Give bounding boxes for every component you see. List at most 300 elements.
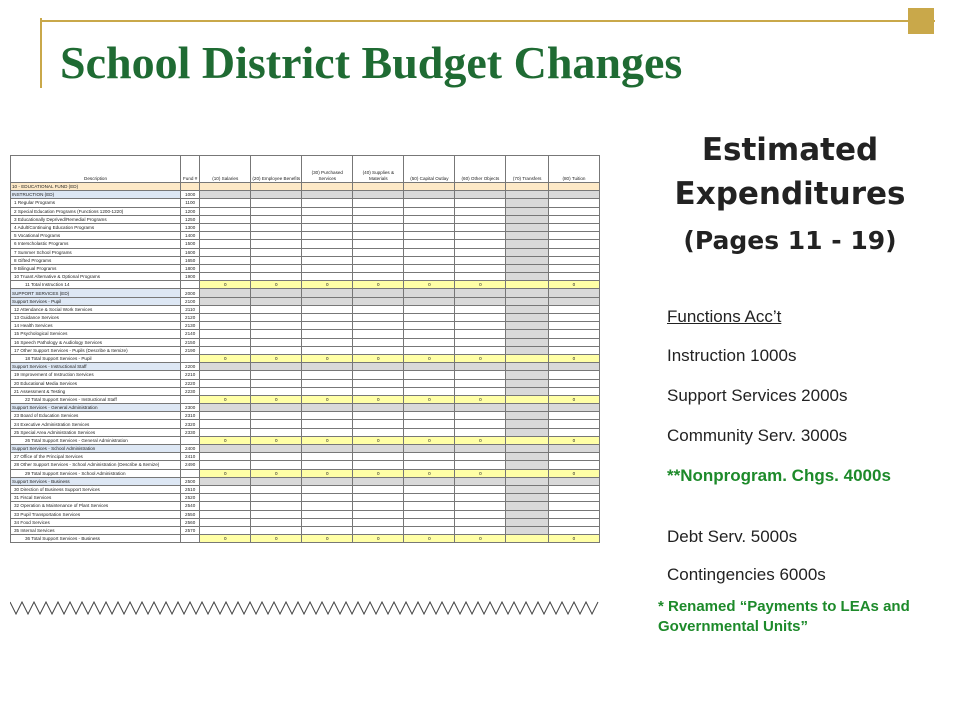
row-description: 34 Food Services xyxy=(11,518,181,526)
value-cell xyxy=(404,330,455,338)
value-cell: 0 xyxy=(455,395,506,403)
value-cell xyxy=(506,223,549,231)
value-cell xyxy=(506,297,549,305)
row-description: 31 Fiscal Services xyxy=(11,494,181,502)
value-cell xyxy=(455,183,506,191)
value-cell: 0 xyxy=(302,535,353,543)
row-description: 24 Executive Administration Services xyxy=(11,420,181,428)
value-cell xyxy=(455,420,506,428)
value-cell xyxy=(506,510,549,518)
value-cell xyxy=(353,477,404,485)
value-cell xyxy=(200,420,251,428)
row-description: 18 Total Support Services - Pupil xyxy=(11,354,181,362)
estimated-expenditures-heading xyxy=(645,128,935,216)
value-cell xyxy=(251,273,302,281)
value-cell xyxy=(404,346,455,354)
row-description: 26 Total Support Services - General Administration xyxy=(11,436,181,444)
value-cell xyxy=(548,297,599,305)
value-cell xyxy=(353,346,404,354)
value-cell xyxy=(353,379,404,387)
value-cell xyxy=(404,338,455,346)
value-cell xyxy=(506,240,549,248)
value-cell xyxy=(353,240,404,248)
row-fund-code: 1600 xyxy=(181,248,200,256)
value-cell: 0 xyxy=(200,469,251,477)
row-description: 15 Psychological Services xyxy=(11,330,181,338)
value-cell xyxy=(506,428,549,436)
value-cell xyxy=(251,445,302,453)
value-cell xyxy=(506,395,549,403)
value-cell xyxy=(353,305,404,313)
value-cell xyxy=(506,477,549,485)
value-cell xyxy=(455,502,506,510)
value-cell xyxy=(548,232,599,240)
value-cell xyxy=(353,526,404,534)
value-cell xyxy=(251,223,302,231)
row-fund-code xyxy=(181,281,200,289)
budget-spreadsheet-image xyxy=(10,155,610,610)
value-cell: 0 xyxy=(353,436,404,444)
value-cell xyxy=(302,346,353,354)
value-cell xyxy=(251,264,302,272)
row-fund-code: 1000 xyxy=(181,191,200,199)
value-cell xyxy=(404,223,455,231)
value-cell xyxy=(251,379,302,387)
value-cell xyxy=(506,248,549,256)
row-description: 2 Special Education Programs (Functions 1200-1220) xyxy=(11,207,181,215)
value-cell xyxy=(506,273,549,281)
value-cell xyxy=(548,314,599,322)
row-description: 36 Total Support Services - Business xyxy=(11,535,181,543)
row-description: 17 Other Support Services - Pupils (Describe & Itemize) xyxy=(11,346,181,354)
value-cell xyxy=(200,445,251,453)
value-cell xyxy=(548,412,599,420)
row-description: 19 Improvement of Instruction Services xyxy=(11,371,181,379)
row-description: 7 Summer School Programs xyxy=(11,248,181,256)
value-cell xyxy=(302,322,353,330)
value-cell: 0 xyxy=(200,395,251,403)
row-description: 12 Attendance & Social Work Services xyxy=(11,305,181,313)
value-cell xyxy=(455,305,506,313)
function-contingencies: Contingencies 6000s xyxy=(667,565,826,584)
value-cell xyxy=(455,232,506,240)
row-fund-code: 2500 xyxy=(181,477,200,485)
functions-header: Functions Acc’t xyxy=(667,307,782,326)
value-cell: 0 xyxy=(353,281,404,289)
value-cell xyxy=(506,420,549,428)
value-cell xyxy=(353,256,404,264)
value-cell xyxy=(353,215,404,223)
table-row xyxy=(11,273,600,281)
value-cell xyxy=(455,428,506,436)
row-fund-code: 2110 xyxy=(181,305,200,313)
table-row xyxy=(11,387,600,395)
value-cell xyxy=(548,322,599,330)
value-cell: 0 xyxy=(353,395,404,403)
value-cell xyxy=(404,199,455,207)
value-cell xyxy=(302,297,353,305)
value-cell xyxy=(251,215,302,223)
value-cell: 0 xyxy=(548,354,599,362)
value-cell xyxy=(548,404,599,412)
value-cell xyxy=(548,305,599,313)
value-cell xyxy=(506,264,549,272)
title-accent-vertical-line xyxy=(40,18,42,88)
section-row xyxy=(11,404,600,412)
value-cell xyxy=(548,256,599,264)
value-cell xyxy=(506,232,549,240)
value-cell xyxy=(506,535,549,543)
value-cell xyxy=(200,526,251,534)
value-cell xyxy=(404,305,455,313)
value-cell xyxy=(251,461,302,469)
value-cell xyxy=(251,191,302,199)
value-cell xyxy=(200,518,251,526)
table-row xyxy=(11,199,600,207)
value-cell xyxy=(506,330,549,338)
value-cell xyxy=(404,289,455,297)
table-row xyxy=(11,412,600,420)
value-cell xyxy=(302,338,353,346)
value-cell xyxy=(302,248,353,256)
value-cell xyxy=(251,494,302,502)
column-header: (50) Capital Outlay xyxy=(404,156,455,183)
row-description: 27 Office of the Principal Services xyxy=(11,453,181,461)
value-cell xyxy=(455,379,506,387)
table-row xyxy=(11,322,600,330)
value-cell xyxy=(404,412,455,420)
value-cell xyxy=(506,191,549,199)
value-cell xyxy=(251,256,302,264)
row-fund-code: 2200 xyxy=(181,363,200,371)
value-cell xyxy=(404,494,455,502)
value-cell xyxy=(302,264,353,272)
value-cell xyxy=(353,420,404,428)
table-row xyxy=(11,223,600,231)
table-row xyxy=(11,346,600,354)
row-description: 9 Bilingual Programs xyxy=(11,264,181,272)
value-cell xyxy=(455,346,506,354)
value-cell xyxy=(548,518,599,526)
table-row xyxy=(11,485,600,493)
value-cell xyxy=(455,510,506,518)
row-description: Support Services - Instructional Staff xyxy=(11,363,181,371)
value-cell xyxy=(404,264,455,272)
row-description: 10 - EDUCATIONAL FUND (ED) xyxy=(11,183,181,191)
value-cell: 0 xyxy=(251,354,302,362)
value-cell xyxy=(353,223,404,231)
value-cell xyxy=(302,461,353,469)
value-cell xyxy=(548,453,599,461)
section-row xyxy=(11,191,600,199)
value-cell xyxy=(548,191,599,199)
slide-title: School District Budget Changes xyxy=(60,37,683,88)
value-cell xyxy=(200,404,251,412)
column-header: Description xyxy=(11,156,181,183)
value-cell xyxy=(506,289,549,297)
value-cell xyxy=(548,420,599,428)
value-cell xyxy=(404,273,455,281)
value-cell: 0 xyxy=(404,436,455,444)
value-cell xyxy=(251,485,302,493)
value-cell xyxy=(200,363,251,371)
row-fund-code: 2130 xyxy=(181,322,200,330)
value-cell xyxy=(404,314,455,322)
value-cell xyxy=(404,526,455,534)
value-cell xyxy=(200,273,251,281)
value-cell xyxy=(506,518,549,526)
value-cell xyxy=(455,215,506,223)
value-cell: 0 xyxy=(302,436,353,444)
value-cell xyxy=(251,330,302,338)
value-cell xyxy=(548,183,599,191)
value-cell xyxy=(353,494,404,502)
value-cell xyxy=(548,223,599,231)
value-cell xyxy=(353,510,404,518)
value-cell xyxy=(200,379,251,387)
function-instruction: Instruction 1000s xyxy=(667,346,797,365)
value-cell xyxy=(404,256,455,264)
value-cell xyxy=(251,207,302,215)
value-cell xyxy=(404,297,455,305)
value-cell xyxy=(455,223,506,231)
value-cell xyxy=(506,526,549,534)
value-cell xyxy=(200,461,251,469)
row-description: 35 Internal Services xyxy=(11,526,181,534)
row-fund-code: 2190 xyxy=(181,346,200,354)
row-description: 25 Special Area Administration Services xyxy=(11,428,181,436)
value-cell xyxy=(251,371,302,379)
value-cell xyxy=(404,404,455,412)
value-cell: 0 xyxy=(302,281,353,289)
row-fund-code: 2400 xyxy=(181,445,200,453)
value-cell xyxy=(302,215,353,223)
total-row xyxy=(11,281,600,289)
value-cell xyxy=(353,264,404,272)
section-row xyxy=(11,363,600,371)
value-cell xyxy=(548,510,599,518)
value-cell xyxy=(353,445,404,453)
value-cell xyxy=(200,502,251,510)
value-cell xyxy=(548,264,599,272)
value-cell: 0 xyxy=(353,469,404,477)
value-cell xyxy=(548,379,599,387)
value-cell xyxy=(404,510,455,518)
value-cell xyxy=(548,199,599,207)
row-fund-code: 2570 xyxy=(181,526,200,534)
title-accent-square xyxy=(908,8,934,34)
value-cell: 0 xyxy=(302,469,353,477)
row-fund-code: 2520 xyxy=(181,494,200,502)
value-cell: 0 xyxy=(200,436,251,444)
value-cell xyxy=(455,289,506,297)
value-cell xyxy=(251,453,302,461)
table-row xyxy=(11,502,600,510)
value-cell xyxy=(455,322,506,330)
row-fund-code: 2320 xyxy=(181,420,200,428)
value-cell xyxy=(455,273,506,281)
value-cell xyxy=(506,379,549,387)
value-cell: 0 xyxy=(404,535,455,543)
value-cell xyxy=(548,485,599,493)
value-cell: 0 xyxy=(353,354,404,362)
column-header: (10) Salaries xyxy=(200,156,251,183)
table-row xyxy=(11,338,600,346)
value-cell xyxy=(302,305,353,313)
value-cell xyxy=(251,240,302,248)
value-cell xyxy=(455,477,506,485)
value-cell xyxy=(302,494,353,502)
row-fund-code: 2310 xyxy=(181,412,200,420)
value-cell: 0 xyxy=(251,395,302,403)
table-row xyxy=(11,330,600,338)
value-cell xyxy=(455,248,506,256)
value-cell xyxy=(200,264,251,272)
value-cell xyxy=(251,297,302,305)
value-cell xyxy=(353,485,404,493)
value-cell xyxy=(200,240,251,248)
row-fund-code: 1200 xyxy=(181,207,200,215)
value-cell xyxy=(302,314,353,322)
value-cell xyxy=(548,461,599,469)
value-cell xyxy=(506,436,549,444)
section-row xyxy=(11,289,600,297)
value-cell xyxy=(455,256,506,264)
row-description: Support Services - School Administration xyxy=(11,445,181,453)
value-cell xyxy=(404,240,455,248)
value-cell xyxy=(251,314,302,322)
value-cell xyxy=(548,371,599,379)
value-cell xyxy=(404,379,455,387)
value-cell xyxy=(200,297,251,305)
value-cell xyxy=(455,404,506,412)
value-cell xyxy=(506,371,549,379)
value-cell xyxy=(302,183,353,191)
title-accent-horizontal-line xyxy=(40,20,935,22)
value-cell: 0 xyxy=(200,354,251,362)
value-cell xyxy=(455,461,506,469)
table-row xyxy=(11,240,600,248)
value-cell xyxy=(455,297,506,305)
value-cell: 0 xyxy=(548,395,599,403)
row-fund-code xyxy=(181,469,200,477)
row-fund-code: 2230 xyxy=(181,387,200,395)
value-cell xyxy=(251,305,302,313)
value-cell xyxy=(200,191,251,199)
value-cell xyxy=(506,494,549,502)
value-cell xyxy=(548,273,599,281)
row-description: 10 Truant Alternative & Optional Programs xyxy=(11,273,181,281)
value-cell xyxy=(506,215,549,223)
value-cell: 0 xyxy=(251,281,302,289)
value-cell xyxy=(200,428,251,436)
value-cell xyxy=(251,363,302,371)
row-fund-code: 2560 xyxy=(181,518,200,526)
total-row xyxy=(11,354,600,362)
row-description: 30 Direction of Business Support Services xyxy=(11,485,181,493)
value-cell xyxy=(200,215,251,223)
value-cell xyxy=(302,453,353,461)
row-fund-code: 1650 xyxy=(181,256,200,264)
value-cell xyxy=(353,363,404,371)
expenditures-line: Expenditures xyxy=(674,176,906,212)
row-fund-code: 2550 xyxy=(181,510,200,518)
fund-row xyxy=(11,183,600,191)
value-cell: 0 xyxy=(404,395,455,403)
value-cell xyxy=(404,363,455,371)
value-cell xyxy=(353,428,404,436)
value-cell xyxy=(353,371,404,379)
row-fund-code: 2000 xyxy=(181,289,200,297)
row-description: Support Services - Business xyxy=(11,477,181,485)
value-cell xyxy=(404,215,455,223)
value-cell xyxy=(251,289,302,297)
value-cell xyxy=(353,232,404,240)
value-cell xyxy=(302,445,353,453)
row-description: 14 Health Services xyxy=(11,322,181,330)
value-cell xyxy=(455,191,506,199)
table-row xyxy=(11,510,600,518)
value-cell xyxy=(200,510,251,518)
value-cell xyxy=(302,518,353,526)
row-description: 1 Regular Programs xyxy=(11,199,181,207)
value-cell xyxy=(302,223,353,231)
value-cell xyxy=(548,477,599,485)
value-cell xyxy=(455,387,506,395)
row-description: 22 Total Support Services - Instructional Staff xyxy=(11,395,181,403)
value-cell: 0 xyxy=(251,436,302,444)
function-community-services: Community Serv. 3000s xyxy=(667,426,848,445)
table-row xyxy=(11,518,600,526)
value-cell xyxy=(200,330,251,338)
value-cell xyxy=(548,526,599,534)
row-fund-code: 2490 xyxy=(181,461,200,469)
value-cell: 0 xyxy=(251,469,302,477)
value-cell xyxy=(455,207,506,215)
row-fund-code: 2540 xyxy=(181,502,200,510)
value-cell xyxy=(455,199,506,207)
value-cell xyxy=(200,477,251,485)
table-row xyxy=(11,428,600,436)
value-cell xyxy=(548,330,599,338)
value-cell xyxy=(302,502,353,510)
value-cell: 0 xyxy=(548,469,599,477)
row-description: 6 Interscholastic Programs xyxy=(11,240,181,248)
value-cell xyxy=(200,183,251,191)
row-fund-code: 1500 xyxy=(181,240,200,248)
value-cell xyxy=(506,183,549,191)
table-row xyxy=(11,305,600,313)
value-cell xyxy=(200,412,251,420)
row-description: INSTRUCTION (ED) xyxy=(11,191,181,199)
column-header: (60) Other Objects xyxy=(455,156,506,183)
row-fund-code: 1100 xyxy=(181,199,200,207)
value-cell xyxy=(404,445,455,453)
table-body xyxy=(11,183,600,543)
value-cell xyxy=(404,207,455,215)
row-description: 23 Board of Education Services xyxy=(11,412,181,420)
value-cell xyxy=(302,191,353,199)
value-cell xyxy=(302,412,353,420)
value-cell xyxy=(548,215,599,223)
table-row xyxy=(11,215,600,223)
value-cell xyxy=(455,526,506,534)
value-cell xyxy=(548,363,599,371)
table-row xyxy=(11,379,600,387)
row-fund-code: 1400 xyxy=(181,232,200,240)
value-cell xyxy=(455,314,506,322)
row-fund-code: 2120 xyxy=(181,314,200,322)
